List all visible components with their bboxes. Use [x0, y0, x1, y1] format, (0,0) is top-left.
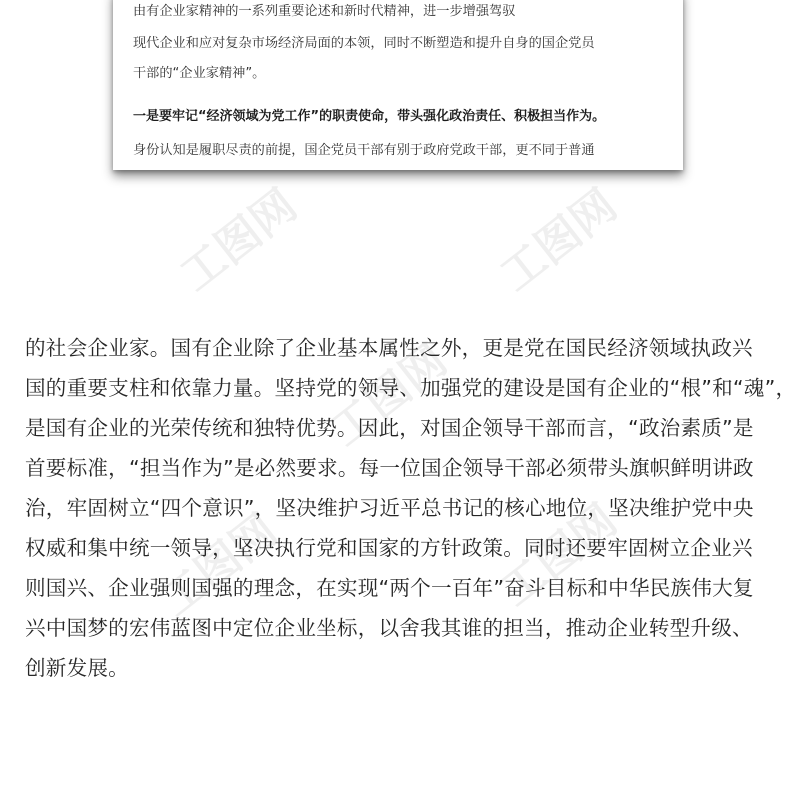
watermark: 工图网 — [321, 334, 457, 457]
card-heading-line: 一是要牢记“经济领域为党工作”的职责使命，带头强化政治责任、积极担当作为。 — [133, 109, 606, 124]
document-preview-card — [113, 0, 683, 170]
card-line-5: 身份认知是履职尽责的前提，国企党员干部有别于政府党政干部，更不同于普通 — [133, 143, 595, 158]
body-line: 兴中国梦的宏伟蓝图中定位企业坐标，以舍我其谁的担当，推动企业转型升级、 — [25, 616, 753, 640]
body-line: 权威和集中统一领导，坚决执行党和国家的方针政策。同时还要牢固树立企业兴 — [25, 536, 753, 560]
article-body — [25, 328, 797, 688]
body-line: 的社会企业家。国有企业除了企业基本属性之外，更是党在国民经济领域执政兴 — [25, 336, 753, 360]
card-line-3: 干部的“企业家精神”。 — [133, 66, 266, 81]
watermark: 工图网 — [151, 504, 287, 627]
watermark: 工图网 — [491, 179, 627, 302]
body-line: 则国兴、企业强则国强的理念，在实现“两个一百年”奋斗目标和中华民族伟大复 — [25, 576, 754, 600]
body-line: 是国有企业的光荣传统和独特优势。因此，对国企领导干部而言，“政治素质”是 — [25, 416, 754, 440]
card-line-1: 由有企业家精神的一系列重要论述和新时代精神，进一步增强驾驭 — [133, 4, 516, 19]
card-line-2: 现代企业和应对复杂市场经济局面的本领，同时不断塑造和提升自身的国企党员 — [133, 36, 595, 51]
watermark: 工图网 — [171, 179, 307, 302]
body-line: 治，牢固树立“四个意识”，坚决维护习近平总书记的核心地位，坚决维护党中央 — [25, 496, 754, 520]
body-line: 首要标准，“担当作为”是必然要求。每一位国企领导干部必须带头旗帜鲜明讲政 — [25, 456, 754, 480]
body-line: 创新发展。 — [25, 656, 129, 680]
watermark: 工图网 — [491, 494, 627, 617]
body-line: 国的重要支柱和依靠力量。坚持党的领导、加强党的建设是国有企业的“根”和“魂”， — [25, 376, 797, 400]
